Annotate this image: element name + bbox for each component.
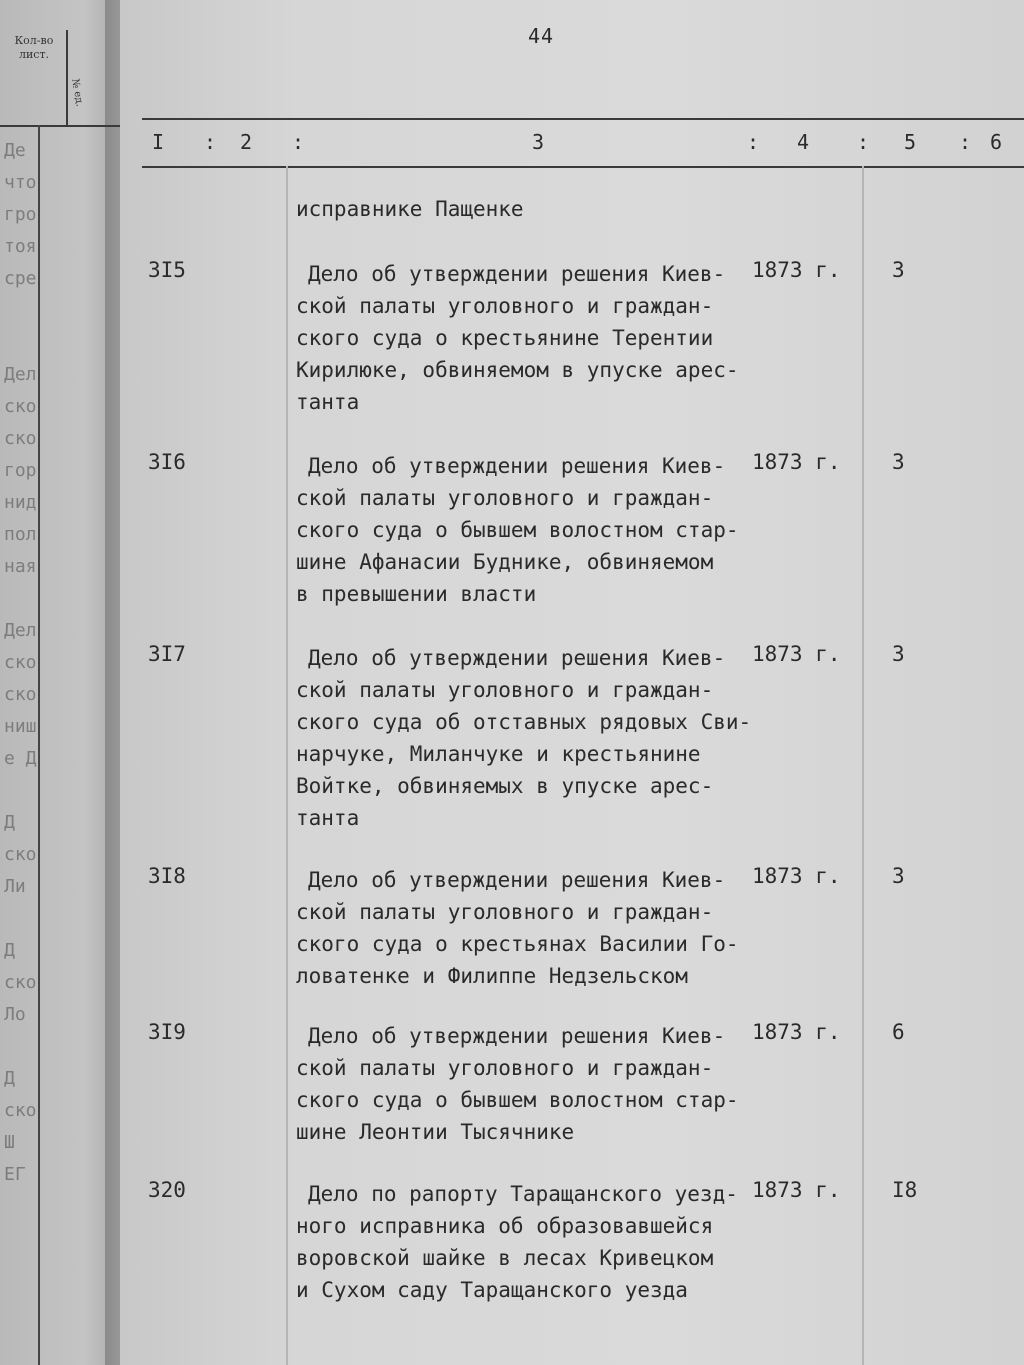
facing-text-fragment: ско <box>4 1100 37 1121</box>
entry-year: 1873 г. <box>752 642 841 666</box>
facing-text-fragment: Ли <box>4 876 26 897</box>
facing-page <box>0 0 120 1365</box>
entry-description-line: ловатенке и Филиппе Недзельском <box>296 964 688 988</box>
entry-sheet-count: 6 <box>892 1020 905 1044</box>
facing-col-number-label: № ед. <box>69 78 85 108</box>
facing-text-fragment: Ло <box>4 1004 26 1025</box>
header-separator: : <box>747 130 760 154</box>
entry-description-line: Дело об утверждении решения Киев- <box>308 1024 726 1048</box>
facing-header-divider <box>66 30 68 125</box>
facing-text-fragment: Ш <box>4 1132 15 1153</box>
entry-number: 320 <box>148 1178 186 1202</box>
entry-description-line: танта <box>296 806 360 830</box>
entry-description <box>296 864 739 992</box>
header-separator: : <box>204 130 217 154</box>
entry-number: 3I8 <box>148 864 186 888</box>
entry-number: 3I6 <box>148 450 186 474</box>
facing-text-fragment: е Д <box>4 748 37 769</box>
header-col-3: 3 <box>532 130 545 154</box>
entry-description-line: ской палаты уголовного и граждан- <box>296 678 714 702</box>
facing-text-fragment: гор <box>4 460 37 481</box>
facing-text-fragment: Д <box>4 940 15 961</box>
entry-description-line: ского суда об отставных рядовых Сви- <box>296 710 752 734</box>
column-header-row <box>142 118 1024 168</box>
facing-text-fragment <box>0 332 120 364</box>
facing-text-fragment: Дел <box>4 364 37 385</box>
entry-description <box>296 450 739 610</box>
entry-description-line: ской палаты уголовного и граждан- <box>296 486 714 510</box>
entry-description-line: ского суда о бывшем волостном стар- <box>296 518 739 542</box>
facing-text-fragment: что <box>4 172 37 193</box>
facing-text-fragment <box>0 300 120 332</box>
entry-description <box>296 1020 739 1148</box>
entry-description-line: Дело по рапорту Таращанского уезд- <box>308 1182 738 1206</box>
entry-description-line: Войтке, обвиняемых в упуске арес- <box>296 774 714 798</box>
facing-text-fragment <box>0 588 120 620</box>
entry-description-line: в превышении власти <box>296 582 537 606</box>
entry-number: 3I7 <box>148 642 186 666</box>
facing-col-sheets-label: Кол-во лист. <box>14 34 54 61</box>
entry-year: 1873 г. <box>752 450 841 474</box>
facing-text-fragment: пол <box>4 524 37 545</box>
entry-description <box>296 642 751 834</box>
facing-text-fragment: Дел <box>4 620 37 641</box>
entry-description-line: шине Леонтии Тысячнике <box>296 1120 575 1144</box>
header-col-I: I <box>152 130 165 154</box>
facing-text-fragment: ско <box>4 396 37 417</box>
facing-text-fragment: тоя <box>4 236 37 257</box>
header-separator: : <box>292 130 305 154</box>
continuation-text: исправнике Пащенке <box>296 197 524 221</box>
entry-year: 1873 г. <box>752 258 841 282</box>
facing-text-fragment: Д <box>4 812 15 833</box>
entry-year: 1873 г. <box>752 1178 841 1202</box>
facing-text-fragment <box>0 1036 120 1068</box>
header-col-6: 6 <box>990 130 1003 154</box>
entry-description-line: ской палаты уголовного и граждан- <box>296 294 714 318</box>
entry-description-line: ской палаты уголовного и граждан- <box>296 900 714 924</box>
entry-description-line: ской палаты уголовного и граждан- <box>296 1056 714 1080</box>
entry-description-line: ского суда о бывшем волостном стар- <box>296 1088 739 1112</box>
entry-description-line: Дело об утверждении решения Киев- <box>308 868 726 892</box>
entry-description <box>296 1178 738 1306</box>
facing-text-fragment: ско <box>4 428 37 449</box>
entry-description-line: шине Афанасии Буднике, обвиняемом <box>296 550 714 574</box>
facing-text-fragment: ско <box>4 684 37 705</box>
facing-text-fragment: ная <box>4 556 37 577</box>
facing-text-fragment <box>0 780 120 812</box>
entry-description-line: Дело об утверждении решения Киев- <box>308 454 726 478</box>
facing-text-fragment: ниш <box>4 716 37 737</box>
header-col-5: 5 <box>904 130 917 154</box>
entry-description-line: Дело об утверждении решения Киев- <box>308 262 726 286</box>
entry-description-line: нарчуке, Миланчуке и крестьянине <box>296 742 701 766</box>
header-col-4: 4 <box>797 130 810 154</box>
facing-text-fragment: ско <box>4 972 37 993</box>
entry-description-line: танта <box>296 390 360 414</box>
entry-description-line: Дело об утверждении решения Киев- <box>308 646 726 670</box>
entry-description-line: ского суда о крестьянах Василии Го- <box>296 932 739 956</box>
facing-text-fragment: гро <box>4 204 37 225</box>
facing-text-fragment: нид <box>4 492 37 513</box>
entry-description-line: ного исправника об образовавшейся <box>296 1214 714 1238</box>
facing-text-fragment: сре <box>4 268 37 289</box>
facing-text-fragment: ско <box>4 844 37 865</box>
facing-text-fragment <box>0 908 120 940</box>
entry-sheet-count: 3 <box>892 258 905 282</box>
entry-year: 1873 г. <box>752 864 841 888</box>
entry-sheet-count: 3 <box>892 642 905 666</box>
entry-sheet-count: I8 <box>892 1178 918 1202</box>
facing-text-fragment: ЕГ <box>4 1164 26 1185</box>
entry-sheet-count: 3 <box>892 864 905 888</box>
header-separator: : <box>959 130 972 154</box>
column-rule-left <box>286 166 288 1365</box>
entry-description-line: и Сухом саду Таращанского уезда <box>296 1278 688 1302</box>
facing-text-fragment: ско <box>4 652 37 673</box>
entry-number: 3I9 <box>148 1020 186 1044</box>
entry-number: 3I5 <box>148 258 186 282</box>
entry-description-line: Кирилюке, обвиняемом в упуске арес- <box>296 358 739 382</box>
facing-text-fragments <box>0 140 120 1196</box>
facing-text-fragment: Де <box>4 140 26 161</box>
facing-page-header <box>0 0 120 127</box>
archive-page <box>120 0 1024 1365</box>
entry-description <box>296 258 739 418</box>
facing-text-fragment: Д <box>4 1068 15 1089</box>
entry-description-line: ского суда о крестьянине Терентии <box>296 326 714 350</box>
entry-year: 1873 г. <box>752 1020 841 1044</box>
entry-description-line: воровской шайке в лесах Кривецком <box>296 1246 714 1270</box>
page-number: 44 <box>528 24 555 48</box>
header-col-2: 2 <box>240 130 253 154</box>
header-separator: : <box>857 130 870 154</box>
entry-sheet-count: 3 <box>892 450 905 474</box>
column-rule-right <box>862 166 864 1365</box>
